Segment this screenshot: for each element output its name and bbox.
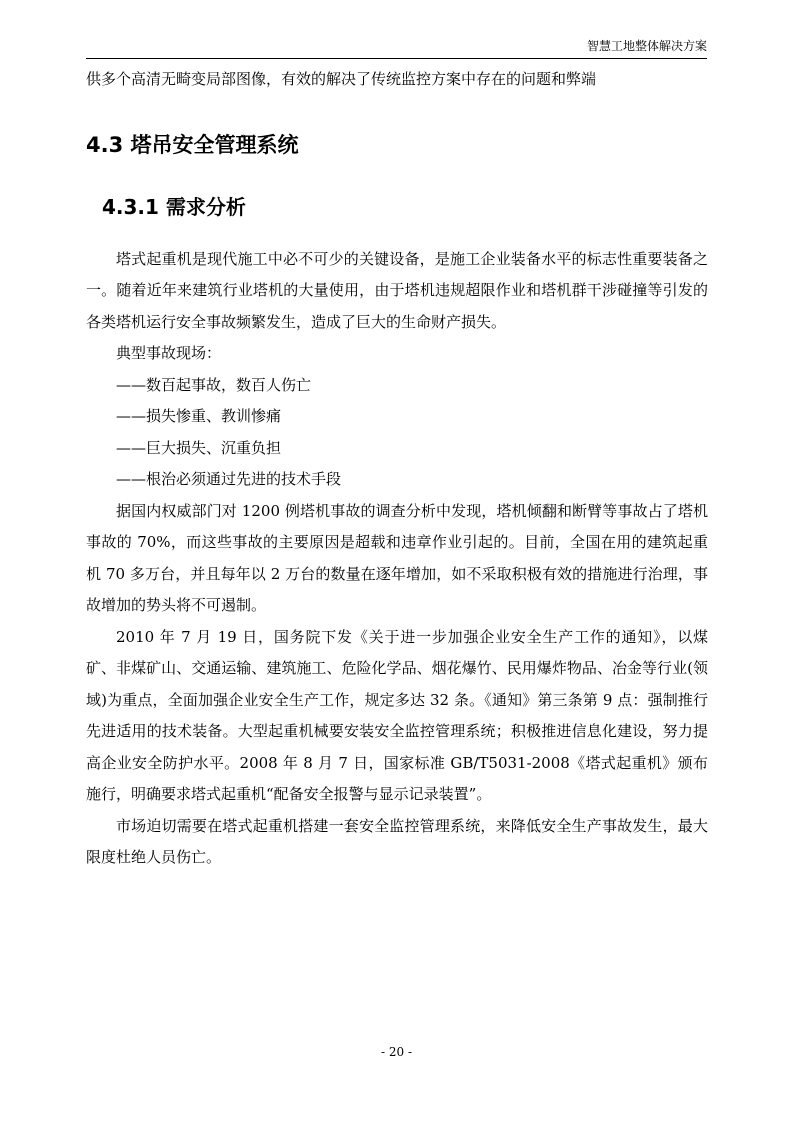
paragraph: 据国内权威部门对 1200 例塔机事故的调查分析中发现，塔机倾翻和断臂等事故占了塔机事故的 70%，而这些事故的主要原因是超载和违章作业引起的。目前，全国在用的建筑起重机 70 多万台，并且每年以 2 万台的数量在逐年增加，如不采取积极有效的措施进行治理，事故增加的势头将不可遏制。 (86, 501, 708, 614)
intro-continuation: 供多个高清无畸变局部图像，有效的解决了传统监控方案中存在的问题和弊端 (86, 70, 597, 88)
page-number: - 20 - (380, 1045, 412, 1059)
subsection-heading: 4.3.1 需求分析 (102, 194, 246, 219)
list-item: ——根治必须通过先进的技术手段 (116, 470, 342, 488)
paragraph: 塔式起重机是现代施工中必不可少的关键设备，是施工企业装备水平的标志性重要装备之一。随着近年来建筑行业塔机的大量使用，由于塔机违规超限作业和塔机群干涉碰撞等引发的各类塔机运行安全事故频繁发生，造成了巨大的生命财产损失。 (86, 249, 708, 331)
paragraph: 典型事故现场： (116, 344, 222, 362)
document-body (86, 64, 708, 874)
paragraph: 市场迫切需要在塔式起重机搭建一套安全监控管理系统，来降低安全生产事故发生，最大限度杜绝人员伤亡。 (86, 816, 708, 866)
paragraph: 2010 年 7 月 19 日，国务院下发《关于进一步加强企业安全生产工作的通知》，以煤矿、非煤矿山、交通运输、建筑施工、危险化学品、烟花爆竹、民用爆炸物品、冶金等行业(领域)为重点，全面加强企业安全生产工作，规定多达 32 条。《通知》第三条第 9 点：强制推行先进适用的技术装备。大型起重机械要安装安全监控管理系统；积极推进信息化建设，努力提高企业安全防护水平。2008 年 8 月 7 日，国家标准 GB/T5031-2008《塔式起重机》颁布施行，明确要求塔式起重机“配备安全报警与显示记录装置”。 (86, 627, 708, 803)
page-header (86, 38, 707, 59)
list-item: ——损失惨重、教训惨痛 (116, 407, 282, 425)
list-item: ——数百起事故，数百人伤亡 (116, 375, 312, 394)
section-heading: 4.3 塔吊安全管理系统 (86, 132, 299, 157)
list-item: ——巨大损失、沉重负担 (116, 438, 282, 457)
header-title: 智慧工地整体解决方案 (586, 39, 707, 53)
section-body (86, 244, 708, 874)
